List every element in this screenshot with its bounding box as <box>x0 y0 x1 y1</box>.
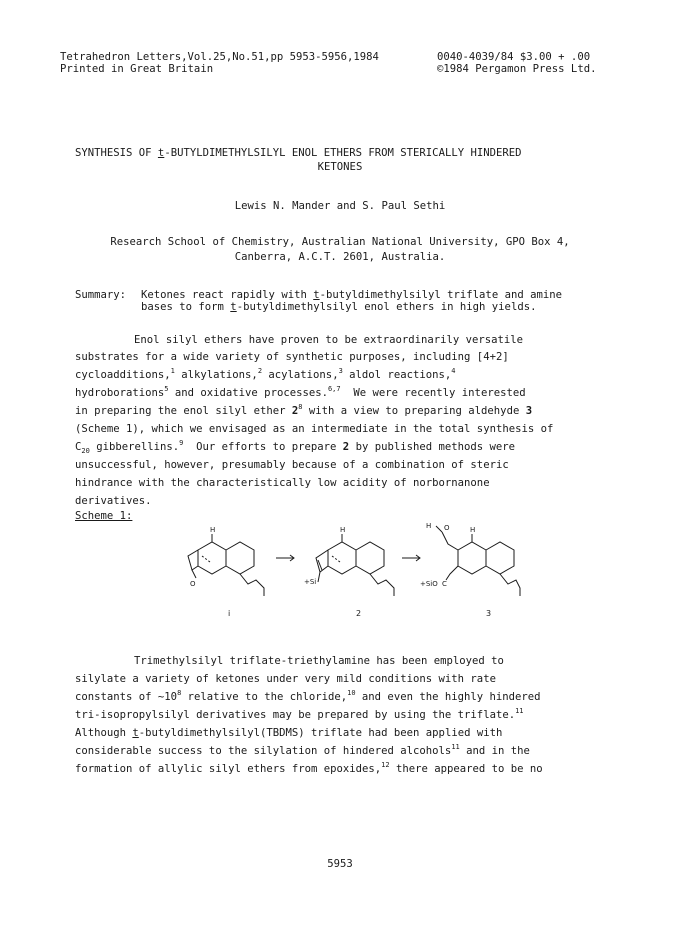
page-number: 5953 <box>327 858 353 870</box>
para1-line3: cycloadditions,$^1$ alkylations,$^2$ acylations,$^3$ aldol reactions,$^4$ <box>75 367 456 381</box>
paper-title-line2: KETONES <box>317 161 363 173</box>
paper-title-line1: SYNTHESIS OF t-BUTYLDIMETHYLSILYL ENOL ETHERS FROM STERICALLY HINDERED <box>75 147 522 159</box>
printed-in: Printed in Great Britain <box>60 63 214 75</box>
para2-line7: formation of allylic silyl ethers from epoxides,$^{12}$ there appeared to be no <box>75 761 543 775</box>
summary-line1: Ketones react rapidly with t-butyldimethylsilyl triflate and amine <box>141 289 562 301</box>
reaction-scheme <box>170 522 530 622</box>
c-label-3: C <box>442 580 447 588</box>
issn-price: 0040-4039/84 $3.00 + .00 <box>437 51 591 63</box>
para2-line2: silylate a variety of ketones under very mild conditions with rate <box>75 673 496 685</box>
para1-line7: $C_{20}$ gibberellins.$^9$ Our efforts to prepare 2 by published methods were <box>75 439 516 455</box>
para2-line5: Although t-butyldimethylsilyl(TBDMS) triflate had been applied with <box>75 727 503 739</box>
copyright: ©1984 Pergamon Press Ltd. <box>437 63 597 75</box>
summary-line2: bases to form t-butyldimethylsilyl enol ethers in high yields. <box>141 301 537 313</box>
aldehyde-h-label: H <box>426 522 432 530</box>
compound-label-2: 2 <box>356 609 362 618</box>
para2-line4: tri-isopropylsilyl derivatives may be prepared by using the triflate.$^{11}$ <box>75 707 524 721</box>
o-label-1: O <box>190 580 196 588</box>
para1-line8: unsuccessful, however, presumably because of a combination of steric <box>75 459 509 471</box>
para1-line1: Enol silyl ethers have proven to be extraordinarily versatile <box>134 334 524 346</box>
h-label-1: H <box>210 526 216 534</box>
compound-label-3: 3 <box>486 609 492 618</box>
authors: Lewis N. Mander and S. Paul Sethi <box>234 200 446 212</box>
h-label-3: H <box>470 526 476 534</box>
journal-citation: Tetrahedron Letters,Vol.25,No.51,pp 5953-5956,1984 <box>60 51 379 63</box>
para1-line6: (Scheme 1), which we envisaged as an intermediate in the total synthesis of <box>75 423 554 435</box>
affiliation-line2: Canberra, A.C.T. 2601, Australia. <box>234 251 446 263</box>
structure-3 <box>436 526 520 596</box>
silyl-label-2: +Si <box>304 578 317 586</box>
silyl-label-3: +SiO <box>420 580 438 588</box>
scheme-label: Scheme 1: <box>75 510 133 522</box>
para1-line10: derivatives. <box>75 495 152 507</box>
structure-2 <box>316 534 394 596</box>
para2-line6: considerable success to the silylation of hindered alcohols$^{11}$ and in the <box>75 743 530 757</box>
h-label-2: H <box>340 526 346 534</box>
para1-line9: hindrance with the characteristically low acidity of norbornanone <box>75 477 490 489</box>
para2-line3: constants of $\sim 10^8$ relative to the chloride,$^{10}$ and even the highly hindered <box>75 689 541 703</box>
aldehyde-o-label: O <box>444 524 450 532</box>
summary-label: Summary: <box>75 289 127 301</box>
para2-line1: Trimethylsilyl triflate-triethylamine has been employed to <box>134 655 504 667</box>
compound-label-1: i <box>228 609 231 618</box>
para1-line2: substrates for a wide variety of synthetic purposes, including [4+2] <box>75 351 509 363</box>
para1-line5: in preparing the enol silyl ether $2^8$ with a view to preparing aldehyde 3 <box>75 403 533 417</box>
para1-line4: hydroborations$^5$ and oxidative processes.$^{6,7}$ We were recently interested <box>75 385 526 399</box>
affiliation-line1: Research School of Chemistry, Australian National University, GPO Box 4, <box>110 236 570 248</box>
structure-1 <box>188 534 264 596</box>
